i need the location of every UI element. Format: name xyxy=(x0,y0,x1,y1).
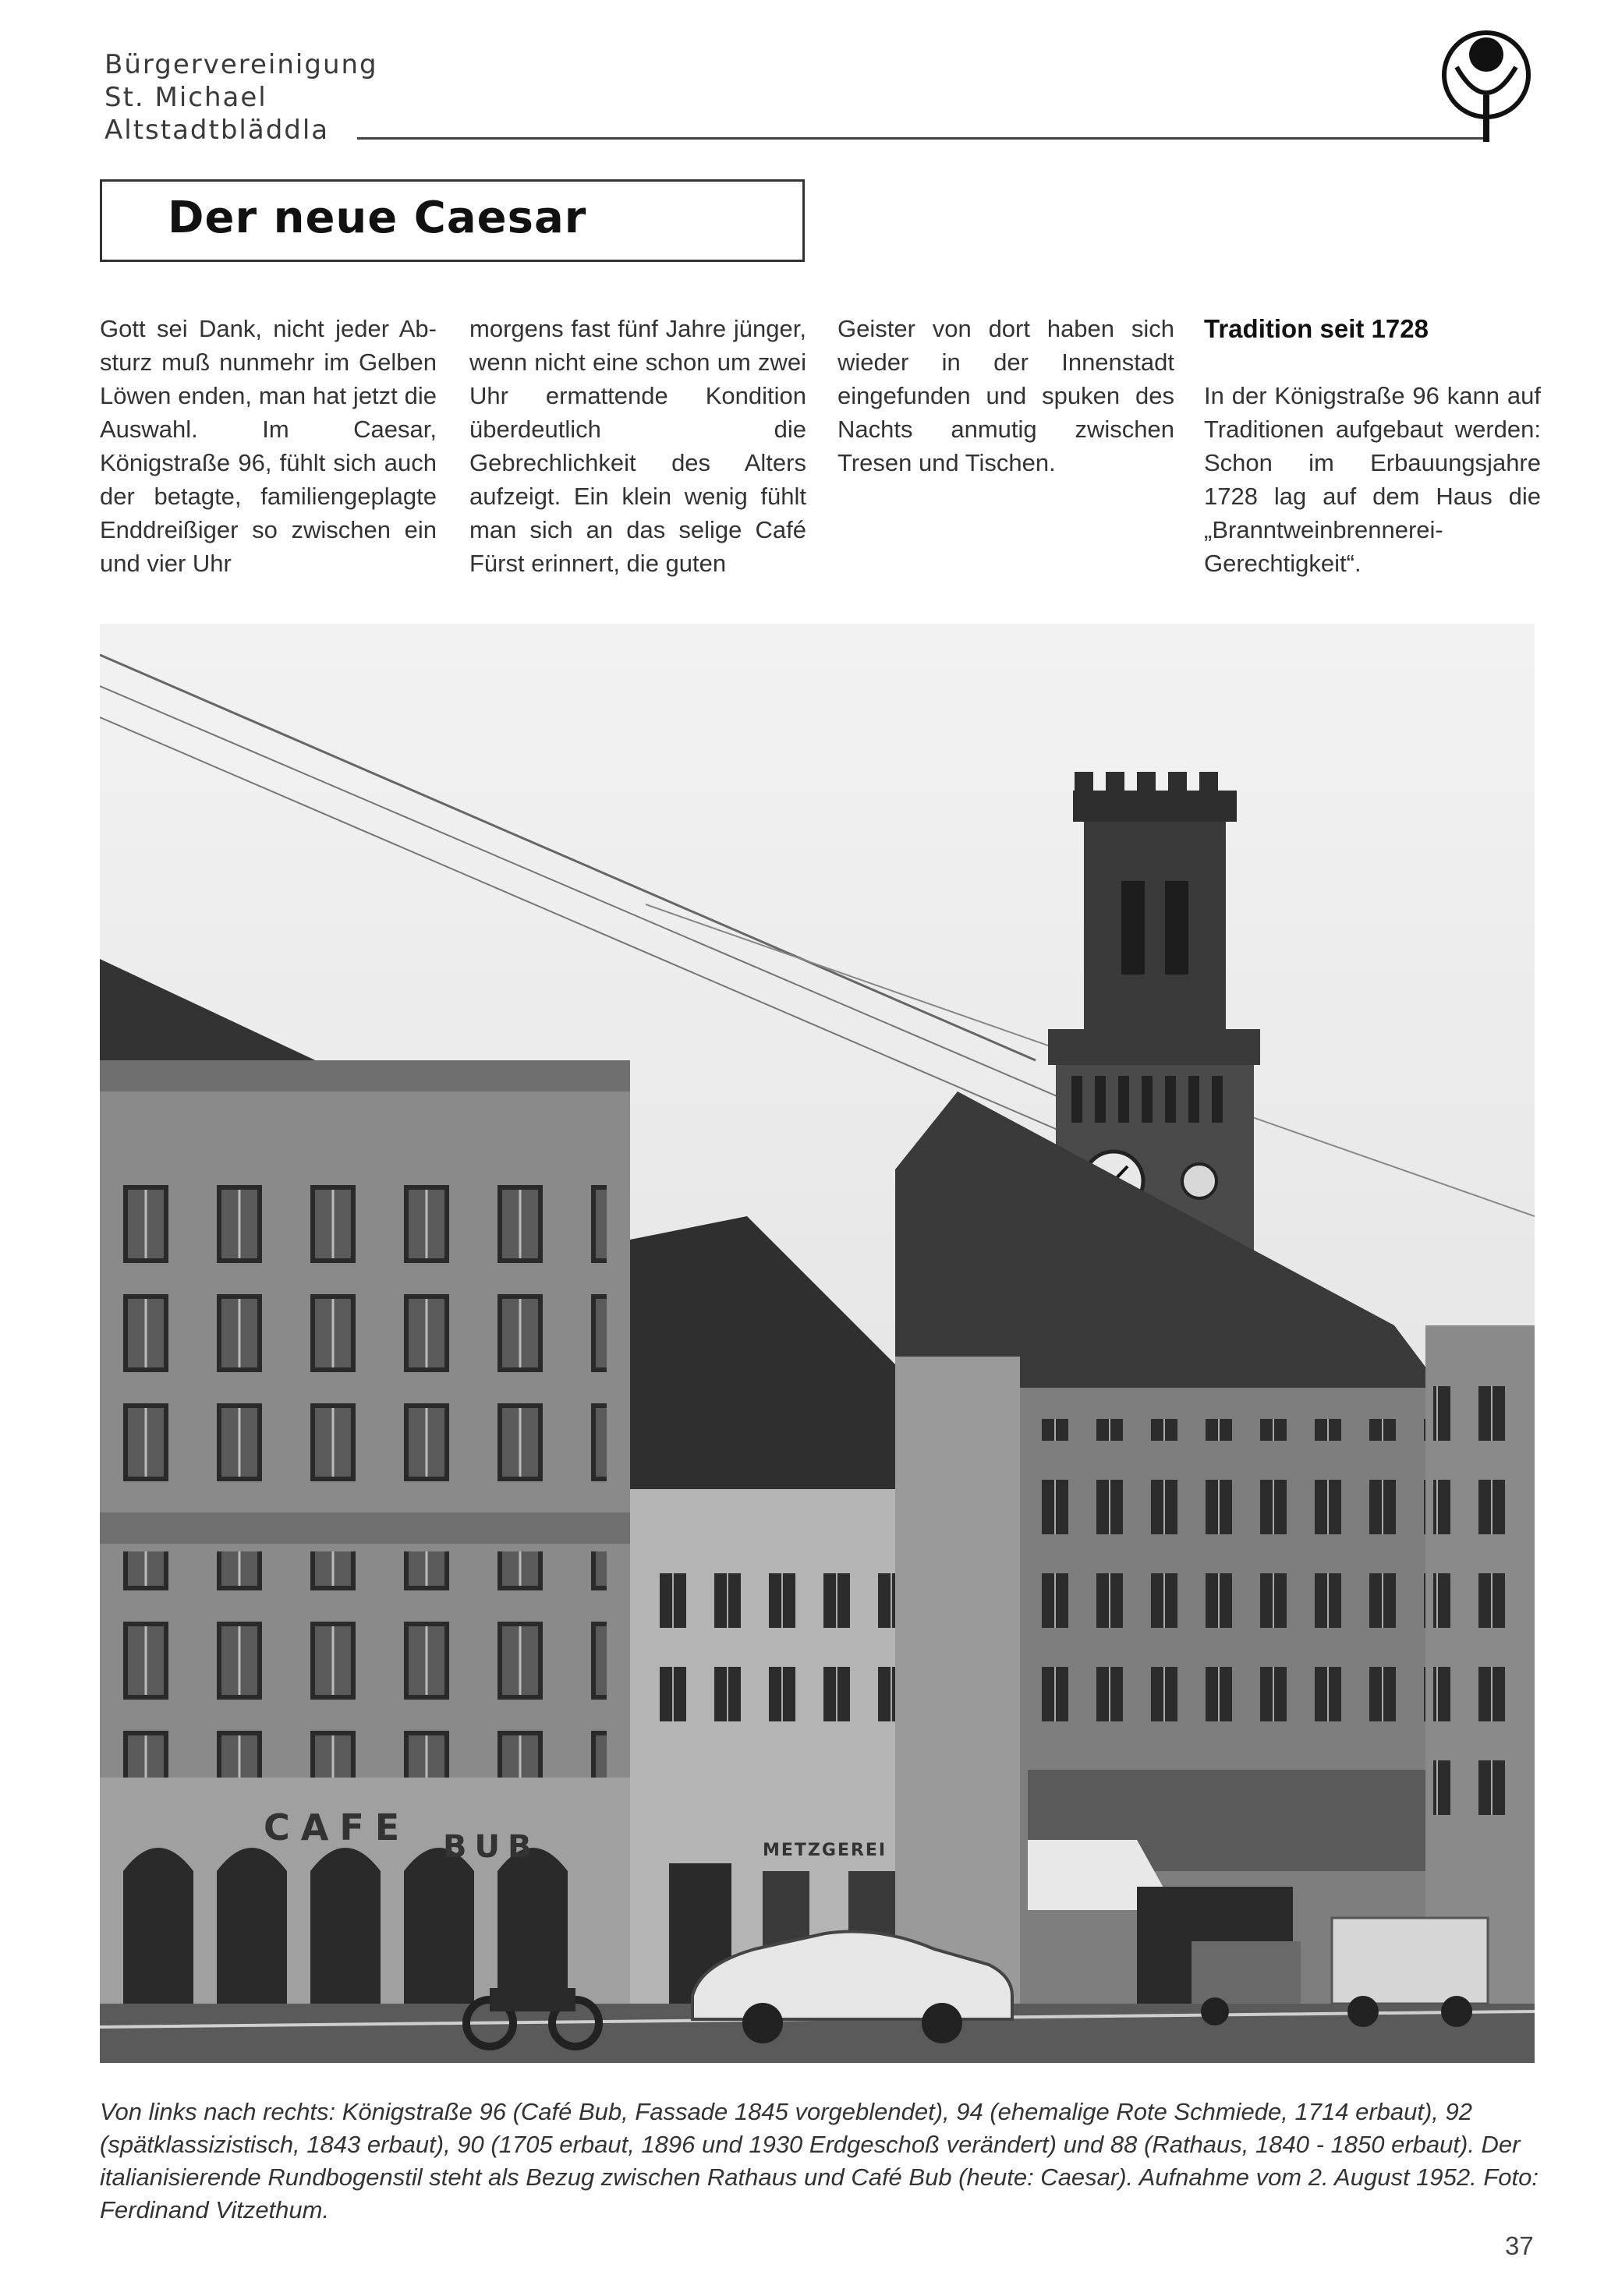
paragraph-1: Gott sei Dank, nicht jeder Absturz muß nunmehr im Gelben Löwen enden, man hat jetzt die Auswahl. Im Caesar, Königstraße 96, fühlt sich auch der betagte, familiengeplagte Enddreißiger so zwischen ein und vier Uhr xyxy=(100,315,437,577)
section-subheading: Tradition seit 1728 xyxy=(1204,314,1429,343)
paragraph-4: In der Königstraße 96 kann auf Traditionen aufgebaut werden: Schon im Erbauungsjahre 1728 lag auf dem Haus die „Branntweinbrennerei-Gerechtigkeit“. xyxy=(1204,382,1541,577)
masthead-line-1: Bürgervereinigung xyxy=(104,49,378,80)
masthead xyxy=(104,48,378,147)
masthead-line-2: St. Michael xyxy=(104,82,267,113)
article-title: Der neue Caesar xyxy=(168,193,587,243)
text-column-2 xyxy=(469,312,806,580)
paragraph-3: Geister von dort haben sich wieder in der Innenstadt eingefunden und spuken des Nachts anmutig zwischen Tresen und Tischen. xyxy=(837,315,1174,476)
sign-cafe: CAFE xyxy=(264,1806,411,1848)
text-column-1 xyxy=(100,312,437,580)
paragraph-2: morgens fast fünf Jahre jünger, wenn nicht eine schon um zwei Uhr ermattende Kondition überdeutlich die Gebrechlichkeit des Alters aufzeigt. Ein klein wenig fühlt man sich an das selige Café Fürst erinnert, die guten xyxy=(469,315,806,577)
sign-metzgerei: METZGEREI xyxy=(763,1841,887,1860)
masthead-line-3: Altstadtbläddla xyxy=(104,115,330,146)
text-column-4 xyxy=(1204,312,1541,580)
photo-caption: Von links nach rechts: Königstraße 96 (Café Bub, Fassade 1845 vorgeblendet), 94 (ehemalige Rote Schmiede, 1714 erbaut), 92 (spätklassizistisch, 1843 erbaut), 90 (1705 erbaut, 1896 und 1930 Erdgeschoß verändert) und 88 (Rathaus, 1840 - 1850 erbaut). Der italianisierende Rundbogenstil steht als Bezug zwischen Rathaus und Café Bub (heute: Caesar). Aufnahme vom 2. August 1952. Foto: Ferdinand Vitzethum. xyxy=(100,2098,1539,2223)
text-column-3 xyxy=(837,312,1174,479)
page-number: 37 xyxy=(1505,2231,1534,2260)
association-logo-icon xyxy=(1439,27,1541,143)
article-title-box xyxy=(100,179,805,262)
header-rule xyxy=(357,137,1483,140)
historic-street-photo xyxy=(100,624,1535,2063)
sign-bub: BUB xyxy=(443,1829,540,1865)
